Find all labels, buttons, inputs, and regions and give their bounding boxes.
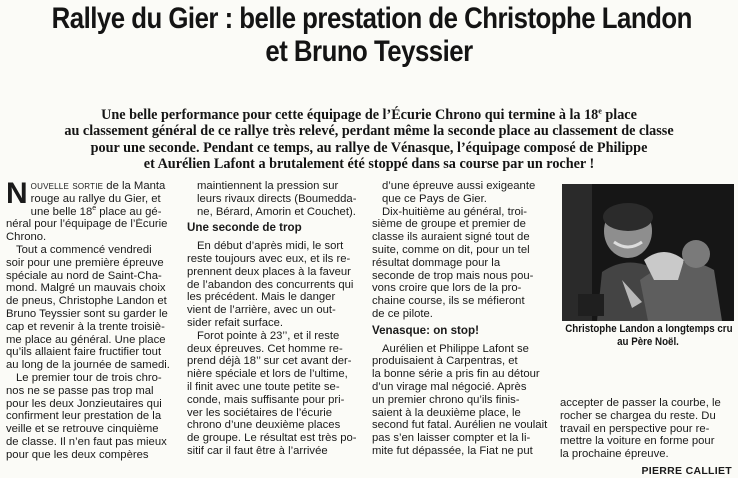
article-column-2 bbox=[187, 180, 367, 458]
body-line: classe ils auraient signé tout de bbox=[372, 231, 530, 244]
body-line: prend déjà 18’’ sur cet avant der- bbox=[187, 355, 352, 368]
body-line: les précédent. Mais le danger bbox=[187, 291, 336, 304]
body-line: confirment leur prestation de la bbox=[6, 410, 162, 423]
body-line: saient à la deuxième place, le bbox=[372, 406, 521, 419]
lead-line-2: au classement général de ce rallye très relevé, perdant même la seconde place au classement de classe bbox=[64, 123, 674, 140]
body-line: Dix-huitième au général, troi- bbox=[382, 205, 528, 218]
body-line: chaine course, ils se méfieront bbox=[372, 295, 525, 308]
body-line: pas s’en laisser compter et la li- bbox=[372, 432, 531, 445]
caption-line-2: au Père Noël. bbox=[617, 335, 679, 348]
body-line: suite, comme on dit, pour un tel bbox=[372, 243, 530, 256]
body-line: me place au général. Une place bbox=[6, 333, 166, 346]
headline-line-2: et Bruno Teyssier bbox=[265, 35, 473, 68]
body-line: d’une épreuve aussi exigeante bbox=[382, 180, 536, 192]
body-line: mettre la voiture en forme pour bbox=[560, 435, 715, 448]
body-line: au long de la journée de samedi. bbox=[6, 359, 170, 372]
body-line: un premier chrono qu’ils finis- bbox=[372, 393, 520, 406]
ordinal-superscript: e bbox=[598, 106, 602, 116]
body-line: néral pour l’équipage de l’Écurie bbox=[6, 218, 168, 231]
body-line: spéciale au nord de Saint-Cha- bbox=[6, 269, 162, 282]
body-line: conde, mais suffisante pour pri- bbox=[187, 393, 345, 406]
body-line: deux épreuves. Cet homme re- bbox=[187, 342, 343, 355]
body-line: second fut fatal. Aurélien ne voulait bbox=[372, 419, 548, 432]
body-line: accepter de passer la courbe, le bbox=[560, 397, 721, 409]
article-column-3 bbox=[372, 180, 552, 458]
body-line: leurs rivaux directs (Boumedda- bbox=[197, 192, 357, 205]
body-line: produisaient à Carpentras, et bbox=[372, 355, 518, 368]
body-line: il finit avec une toute petite se- bbox=[187, 380, 340, 393]
body-line: prennent deux places à la faveur bbox=[187, 265, 351, 278]
body-line: d’un virage mal négocié. Après bbox=[372, 380, 527, 393]
body-line: nière spéciale et lors de l’ultime, bbox=[187, 368, 348, 381]
body-line: maintiennent la pression sur bbox=[197, 180, 339, 192]
body-line: Le premier tour de trois chro- bbox=[16, 371, 162, 384]
body-line: soir pour une première épreuve bbox=[6, 256, 164, 269]
article-lead bbox=[0, 107, 738, 172]
article-column-1 bbox=[6, 177, 176, 462]
body-line: de ce pilote. bbox=[372, 307, 433, 320]
body-line: la bonne série a pris fin au détour bbox=[372, 368, 540, 381]
body-line: de l’abandon des concurrents qui bbox=[187, 278, 354, 291]
body-line: mite fut dépassée, la Fiat ne put bbox=[372, 444, 533, 457]
body-line: Chrono. bbox=[6, 231, 47, 244]
lead-line-3: pour une seconde. Pendant ce temps, au rallye de Vénasque, l’équipage composé de Philippe bbox=[90, 139, 648, 156]
body-line: Aurélien et Philippe Lafont se bbox=[382, 342, 529, 355]
article-column-4 bbox=[560, 397, 736, 478]
author-signature: PIERRE CALLIET bbox=[641, 464, 732, 477]
body-line: de groupe. Le résultat est très po- bbox=[187, 432, 357, 445]
body-line: Bruno Teyssier sont su garder le bbox=[6, 307, 168, 320]
body-line: En début d’après midi, le sort bbox=[197, 240, 344, 253]
caption-line-1: Christophe Landon a longtemps cru bbox=[565, 323, 733, 335]
body-line: veille et se retrouve cinquième bbox=[6, 423, 159, 436]
body-line: sitif car il faut être à l’arrivée bbox=[187, 444, 328, 457]
body-line: que ce Pays de Gier. bbox=[382, 192, 487, 205]
body-line: ouvelle sortie de la Manta bbox=[30, 180, 166, 192]
body-line: chrono d’une deuxième places bbox=[187, 419, 341, 432]
photo-caption bbox=[565, 323, 731, 349]
body-line: vons croire que lors de la pro- bbox=[372, 282, 522, 295]
body-line: la prochaine épreuve. bbox=[560, 448, 669, 461]
body-line: Tout a commencé vendredi bbox=[16, 243, 152, 256]
drop-cap: N bbox=[6, 177, 28, 210]
body-line: de classe. Il n’en faut pas mieux bbox=[6, 435, 167, 448]
driver-photo-illustration bbox=[562, 184, 734, 321]
subheading: Une seconde de trop bbox=[187, 221, 302, 235]
body-line: rocher se chargea du reste. Du bbox=[560, 409, 716, 422]
body-line: ne, Bérard, Amorin et Couchet). bbox=[197, 205, 356, 218]
lead-line-1: Une belle performance pour cette équipage de l’Écurie Chrono qui termine à la 18e place bbox=[101, 106, 637, 123]
body-line: sième de groupe et premier de bbox=[372, 218, 526, 231]
body-line: ver les sociétaires de l’écurie bbox=[187, 406, 333, 419]
article-photo bbox=[562, 184, 734, 321]
body-line: vient de l’arrière, avec un out- bbox=[187, 304, 336, 317]
lead-line-4: et Aurélien Lafont a brutalement été stoppé dans sa course par un rocher ! bbox=[143, 155, 595, 172]
body-line: seconde de trop mais nous pou- bbox=[372, 269, 534, 282]
body-line: travail en perspective pour re- bbox=[560, 422, 710, 435]
body-line: rouge au rallye du Gier, et bbox=[30, 192, 161, 205]
body-line: résultat dommage pour la bbox=[372, 256, 501, 269]
body-line: mond. Malgré un mauvais choix bbox=[6, 282, 166, 295]
body-line: reste toujours avec eux, et ils re- bbox=[187, 252, 351, 265]
headline-line-1: Rallye du Gier : belle prestation de Christophe Landon bbox=[51, 2, 692, 35]
body-line: de pneus, Christophe Landon et bbox=[6, 295, 167, 308]
body-line: pour que les deux compères bbox=[6, 448, 149, 461]
body-line: sider refait surface. bbox=[187, 316, 284, 329]
body-line: cap et revenir à la trente troisiè- bbox=[6, 320, 165, 333]
body-line: pour les deux Jonzieutaires qui bbox=[6, 397, 162, 410]
body-line: nos ne se passe pas trop mal bbox=[6, 384, 154, 397]
article-headline bbox=[51, 2, 692, 68]
subheading: Venasque: on stop! bbox=[372, 323, 479, 337]
body-line: Forot pointe à 23’’, et il reste bbox=[197, 329, 340, 342]
body-line: qu’ils allaient faire fructifier tout bbox=[6, 346, 162, 359]
body-line: une belle 18e place au gé- bbox=[30, 205, 162, 218]
